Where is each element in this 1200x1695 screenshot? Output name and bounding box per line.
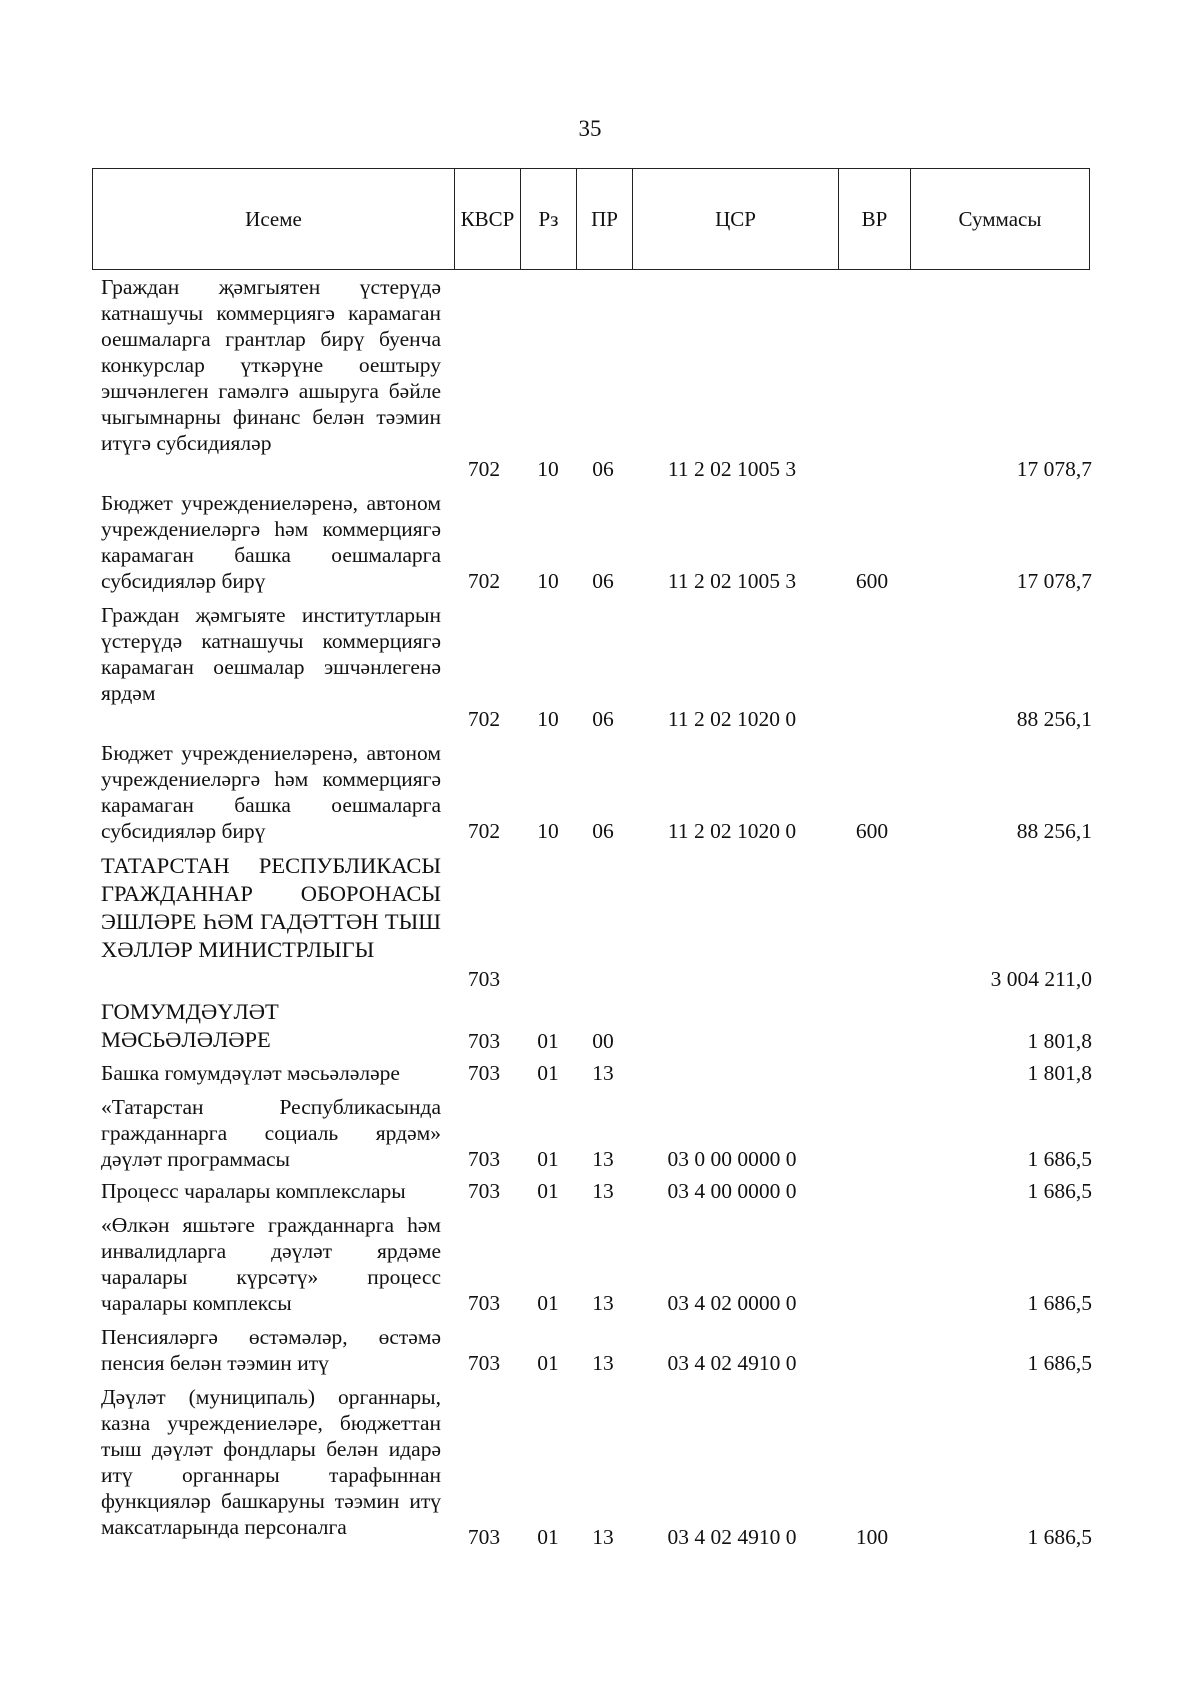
row-sum: 1 686,5 — [1027, 1179, 1092, 1203]
row-vr: 600 — [855, 569, 889, 593]
table-header — [92, 168, 1090, 270]
row-name: «Өлкән яшьтәге гражданнарга һәм инвалидларга дәүләт ярдәме чаралары күрсәтү» процесс чаралары комплексы — [101, 1213, 441, 1315]
table-row — [0, 274, 1200, 482]
row-pr: 13 — [592, 1291, 614, 1315]
row-pr: 13 — [592, 1061, 614, 1085]
row-rz: 01 — [537, 1351, 559, 1375]
row-name: Граждан җәмгыяте институтларын үстерүдә катнашучы коммерциягә карамаган оешмалар эшчәнлегенә ярдәм — [101, 603, 441, 705]
table-row — [0, 1384, 1200, 1566]
row-pr: 06 — [592, 457, 614, 481]
row-csr: 11 2 02 1020 0 — [667, 819, 797, 843]
row-kvsr: 702 — [467, 569, 501, 593]
row-sum: 1 686,5 — [1027, 1147, 1092, 1171]
row-pr: 06 — [592, 707, 614, 731]
row-name: Процесс чаралары комплекслары — [101, 1179, 406, 1203]
row-sum: 1 686,5 — [1027, 1351, 1092, 1375]
row-pr: 13 — [592, 1179, 614, 1203]
table-row — [0, 852, 1200, 992]
row-vr: 100 — [855, 1525, 889, 1549]
table-row — [0, 602, 1200, 732]
row-sum: 1 686,5 — [1027, 1525, 1092, 1549]
row-kvsr: 702 — [467, 707, 501, 731]
row-rz: 01 — [537, 1029, 559, 1053]
row-sum: 1 801,8 — [1027, 1029, 1092, 1053]
row-name: ГОМУМДӘҮЛӘТ МӘСЬӘЛӘЛӘРЕ — [101, 999, 279, 1052]
column-header-pr: ПР — [577, 169, 633, 269]
table-row — [0, 1324, 1200, 1376]
column-header-csr: ЦСР — [633, 169, 839, 269]
row-name: Пенсияләргә өстәмәләр, өстәмә пенсия белән тәэмин итү — [101, 1325, 441, 1375]
row-pr: 00 — [592, 1029, 614, 1053]
row-sum: 1 686,5 — [1027, 1291, 1092, 1315]
table-row — [0, 1178, 1200, 1204]
row-kvsr: 703 — [467, 1525, 501, 1549]
row-csr: 03 4 02 4910 0 — [667, 1525, 797, 1549]
row-pr: 13 — [592, 1525, 614, 1549]
row-sum: 17 078,7 — [1016, 457, 1092, 481]
row-csr: 03 4 02 0000 0 — [667, 1291, 797, 1315]
table-row — [0, 740, 1200, 844]
row-sum: 1 801,8 — [1027, 1061, 1092, 1085]
row-csr: 03 4 02 4910 0 — [667, 1351, 797, 1375]
row-rz: 10 — [537, 457, 559, 481]
row-rz: 10 — [537, 819, 559, 843]
row-sum: 88 256,1 — [1016, 819, 1092, 843]
page-number: 35 — [578, 116, 602, 141]
row-name: Бюджет учреждениеләренә, автоном учреждениеләргә һәм коммерциягә карамаган башка оешмаларга субсидияләр бирү — [101, 491, 441, 593]
row-kvsr: 703 — [467, 1351, 501, 1375]
row-pr: 13 — [592, 1147, 614, 1171]
table-row — [0, 998, 1200, 1054]
column-header-rz: Рз — [521, 169, 577, 269]
row-kvsr: 702 — [467, 457, 501, 481]
row-kvsr: 703 — [467, 967, 501, 991]
row-rz: 10 — [537, 569, 559, 593]
row-csr: 11 2 02 1020 0 — [667, 707, 797, 731]
row-name: Башка гомумдәүләт мәсьәләләре — [101, 1061, 400, 1085]
row-name: Граждан җәмгыятен үстерүдә катнашучы коммерциягә карамаган оешмаларга грантлар бирү буенча конкурслар үткәрүне оештыру эшчәнлеген гамәлгә ашыруга бәйле чыгымнарны финанс белән тәэмин итүгә субсидияләр — [101, 275, 441, 455]
row-kvsr: 702 — [467, 819, 501, 843]
row-pr: 13 — [592, 1351, 614, 1375]
row-csr: 03 0 00 0000 0 — [667, 1147, 797, 1171]
row-name: Бюджет учреждениеләренә, автоном учреждениеләргә һәм коммерциягә карамаган башка оешмаларга субсидияләр бирү — [101, 741, 441, 843]
column-header-vr: ВР — [839, 169, 911, 269]
row-rz: 01 — [537, 1061, 559, 1085]
row-kvsr: 703 — [467, 1029, 501, 1053]
row-rz: 01 — [537, 1525, 559, 1549]
row-rz: 01 — [537, 1147, 559, 1171]
row-rz: 10 — [537, 707, 559, 731]
row-name: Дәүләт (муниципаль) органнары, казна учреждениеләре, бюджеттан тыш дәүләт фондлары белән идарә итү органнары тарафыннан функцияләр башкаруны тәэмин итү максатларында персоналга — [101, 1385, 441, 1539]
row-pr: 06 — [592, 569, 614, 593]
column-header-sum: Суммасы — [958, 206, 1042, 231]
row-kvsr: 703 — [467, 1291, 501, 1315]
table-row — [0, 1060, 1200, 1086]
column-header-name: Исеме — [93, 169, 455, 269]
row-csr: 03 4 00 0000 0 — [667, 1179, 797, 1203]
row-sum: 88 256,1 — [1016, 707, 1092, 731]
row-rz: 01 — [537, 1179, 559, 1203]
row-rz: 01 — [537, 1291, 559, 1315]
column-header-kvsr: КВСР — [455, 169, 521, 269]
row-kvsr: 703 — [467, 1061, 501, 1085]
row-csr: 11 2 02 1005 3 — [667, 457, 797, 481]
row-kvsr: 703 — [467, 1179, 501, 1203]
row-sum: 17 078,7 — [1016, 569, 1092, 593]
row-pr: 06 — [592, 819, 614, 843]
row-csr: 11 2 02 1005 3 — [667, 569, 797, 593]
row-kvsr: 703 — [467, 1147, 501, 1171]
table-row — [0, 1212, 1200, 1316]
row-name: ТАТАРСТАН РЕСПУБЛИКАСЫ ГРАЖДАННАР ОБОРОНАСЫ ЭШЛӘРЕ ҺӘМ ГАДӘТТӘН ТЫШ ХӘЛЛӘР МИНИСТРЛЫГЫ — [101, 853, 441, 962]
table-row — [0, 1094, 1200, 1172]
row-vr: 600 — [855, 819, 889, 843]
table-row — [0, 490, 1200, 594]
row-name: «Татарстан Республикасында гражданнарга социаль ярдәм» дәүләт программасы — [101, 1095, 441, 1171]
row-sum: 3 004 211,0 — [990, 967, 1092, 991]
